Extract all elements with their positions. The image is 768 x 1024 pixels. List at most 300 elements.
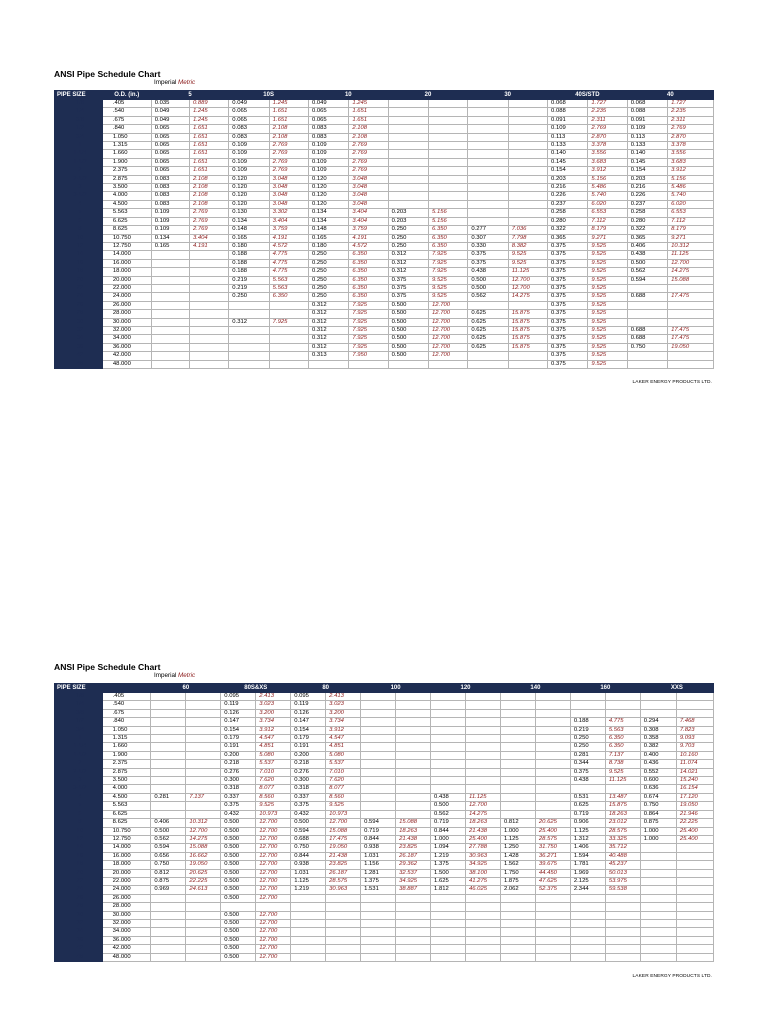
imperial-wall-cell: 0.109	[308, 150, 348, 158]
metric-wall-cell: 19.050	[676, 802, 713, 810]
metric-wall-cell	[396, 802, 431, 810]
metric-wall-cell	[465, 945, 500, 953]
metric-wall-cell	[508, 116, 547, 124]
imperial-wall-cell	[361, 810, 396, 818]
page-title: ANSI Pipe Schedule Chart	[54, 662, 161, 672]
outer-diameter-cell: 2.375	[102, 760, 151, 768]
metric-wall-cell	[508, 125, 547, 133]
metric-wall-cell: 13.487	[605, 793, 640, 801]
imperial-wall-cell: 0.250	[388, 226, 428, 234]
metric-wall-cell: 3.683	[588, 158, 627, 166]
imperial-wall-cell: 0.145	[548, 158, 588, 166]
metric-wall-cell: 2.769	[349, 158, 388, 166]
metric-wall-cell	[676, 945, 713, 953]
imperial-wall-cell: 0.844	[431, 827, 466, 835]
pipe-size-cell: 30	[55, 911, 103, 919]
metric-wall-cell	[186, 768, 221, 776]
pipe-size-cell: 2-1/2	[55, 175, 103, 183]
metric-wall-cell: 10.160	[676, 751, 713, 759]
imperial-wall-cell: 0.126	[291, 709, 326, 717]
metric-wall-cell: 4.851	[256, 743, 291, 751]
imperial-wall-cell: 0.719	[431, 819, 466, 827]
imperial-wall-cell: 0.120	[229, 192, 269, 200]
metric-wall-cell: 7.112	[668, 217, 714, 225]
imperial-wall-cell: 0.500	[388, 318, 428, 326]
imperial-wall-cell: 0.322	[627, 226, 667, 234]
imperial-wall-cell	[151, 768, 186, 776]
imperial-wall-cell: 0.130	[229, 209, 269, 217]
imperial-wall-cell: 0.688	[627, 293, 667, 301]
metric-wall-cell: 7.925	[349, 343, 388, 351]
metric-wall-cell	[189, 293, 228, 301]
metric-wall-cell: 12.700	[256, 844, 291, 852]
imperial-wall-cell: 0.091	[627, 116, 667, 124]
metric-wall-cell: 5.080	[326, 751, 361, 759]
table-header-row	[55, 684, 714, 693]
imperial-wall-cell: 0.500	[431, 802, 466, 810]
imperial-wall-cell	[500, 785, 535, 793]
metric-wall-cell: 44.450	[535, 869, 570, 877]
pipe-size-cell: 48	[55, 953, 103, 961]
table-row	[55, 743, 714, 751]
metric-wall-cell: 15.875	[605, 802, 640, 810]
imperial-wall-cell: 0.065	[151, 167, 189, 175]
imperial-wall-cell	[500, 693, 535, 701]
metric-wall-cell: 19.050	[186, 861, 221, 869]
imperial-wall-cell	[431, 718, 466, 726]
metric-wall-cell	[186, 735, 221, 743]
imperial-wall-cell	[388, 142, 428, 150]
metric-wall-cell	[326, 953, 361, 961]
pipe-size-cell: 1/4	[55, 701, 103, 709]
imperial-wall-cell: 0.083	[229, 133, 269, 141]
table-row	[55, 810, 714, 818]
imperial-wall-cell: 0.095	[291, 693, 326, 701]
pipe-size-cell: 16	[55, 259, 103, 267]
metric-wall-cell: 8.560	[256, 793, 291, 801]
table-row	[55, 259, 714, 267]
imperial-wall-cell: 0.065	[151, 158, 189, 166]
table-row	[55, 793, 714, 801]
metric-wall-cell: 2.769	[349, 150, 388, 158]
metric-wall-cell: 9.525	[588, 360, 627, 368]
metric-wall-cell: 8.179	[668, 226, 714, 234]
outer-diameter-cell: .405	[102, 100, 151, 108]
column-header: 10	[308, 91, 388, 100]
metric-wall-cell: 3.023	[326, 701, 361, 709]
metric-wall-cell: 3.378	[588, 142, 627, 150]
metric-wall-cell: 3.734	[256, 718, 291, 726]
outer-diameter-cell: 12.750	[102, 242, 151, 250]
imperial-wall-cell	[361, 768, 396, 776]
imperial-wall-cell: 0.375	[548, 276, 588, 284]
table-row	[55, 785, 714, 793]
imperial-wall-cell: 0.500	[221, 827, 256, 835]
imperial-wall-cell	[361, 735, 396, 743]
metric-wall-cell: 15.240	[676, 777, 713, 785]
imperial-wall-cell: 0.188	[229, 268, 269, 276]
metric-wall-cell: 12.700	[465, 802, 500, 810]
metric-wall-cell	[429, 200, 468, 208]
table-row	[55, 936, 714, 944]
metric-wall-cell: 2.769	[269, 167, 308, 175]
column-header: 40	[627, 91, 713, 100]
imperial-wall-cell: 0.219	[229, 276, 269, 284]
imperial-wall-cell	[151, 693, 186, 701]
metric-wall-cell: 16.154	[676, 785, 713, 793]
metric-wall-cell	[465, 701, 500, 709]
table-row	[55, 693, 714, 701]
metric-wall-cell	[508, 150, 547, 158]
imperial-wall-cell: 0.750	[291, 844, 326, 852]
metric-wall-cell	[676, 701, 713, 709]
metric-wall-cell: 30.963	[326, 886, 361, 894]
pipe-size-cell: 1/2	[55, 718, 103, 726]
imperial-wall-cell	[500, 735, 535, 743]
outer-diameter-cell: 1.315	[102, 735, 151, 743]
metric-wall-cell	[508, 352, 547, 360]
metric-wall-cell: 47.625	[535, 877, 570, 885]
metric-wall-cell: 7.036	[508, 226, 547, 234]
imperial-wall-cell: 0.322	[548, 226, 588, 234]
imperial-wall-cell	[151, 718, 186, 726]
imperial-wall-cell	[361, 693, 396, 701]
metric-wall-cell	[396, 953, 431, 961]
imperial-wall-cell	[570, 693, 605, 701]
metric-wall-cell	[535, 743, 570, 751]
imperial-wall-cell: 0.203	[627, 175, 667, 183]
metric-wall-cell	[269, 310, 308, 318]
imperial-wall-cell: 0.065	[151, 133, 189, 141]
imperial-wall-cell: 0.237	[627, 200, 667, 208]
outer-diameter-cell: .540	[102, 108, 151, 116]
metric-wall-cell: 12.700	[256, 945, 291, 953]
imperial-wall-cell: 0.083	[308, 133, 348, 141]
metric-wall-cell: 14.275	[508, 293, 547, 301]
outer-diameter-cell: 14.000	[102, 844, 151, 852]
imperial-wall-cell: 0.875	[640, 819, 676, 827]
metric-wall-cell: 4.775	[269, 259, 308, 267]
metric-wall-cell: 11.125	[668, 251, 714, 259]
metric-wall-cell	[508, 200, 547, 208]
imperial-wall-cell: 1.750	[500, 869, 535, 877]
metric-wall-cell: 2.769	[269, 150, 308, 158]
metric-wall-cell: 3.048	[269, 200, 308, 208]
imperial-wall-cell: 0.750	[627, 343, 667, 351]
metric-wall-cell: 31.750	[535, 844, 570, 852]
pipe-size-cell: 32	[55, 326, 103, 334]
metric-wall-cell	[326, 919, 361, 927]
imperial-wall-cell: 1.375	[431, 861, 466, 869]
metric-wall-cell	[186, 777, 221, 785]
outer-diameter-cell: 48.000	[102, 360, 151, 368]
outer-diameter-cell: 1.900	[102, 158, 151, 166]
metric-wall-cell	[269, 360, 308, 368]
metric-wall-cell: 2.870	[588, 133, 627, 141]
imperial-wall-cell	[500, 936, 535, 944]
imperial-wall-cell	[388, 192, 428, 200]
metric-wall-cell: 20.625	[186, 869, 221, 877]
imperial-wall-cell	[291, 928, 326, 936]
metric-wall-cell	[429, 360, 468, 368]
imperial-wall-cell	[291, 911, 326, 919]
imperial-wall-cell	[468, 184, 508, 192]
metric-wall-cell	[535, 760, 570, 768]
imperial-wall-cell: 0.594	[361, 819, 396, 827]
table-row	[55, 360, 714, 368]
imperial-wall-cell	[500, 802, 535, 810]
outer-diameter-cell: 20.000	[102, 276, 151, 284]
table-row	[55, 945, 714, 953]
pipe-size-cell: 2-1/2	[55, 768, 103, 776]
table-row	[55, 709, 714, 717]
metric-wall-cell: 3.048	[349, 175, 388, 183]
outer-diameter-cell: 34.000	[102, 928, 151, 936]
outer-diameter-cell: .840	[102, 125, 151, 133]
metric-wall-cell: 24.613	[186, 886, 221, 894]
metric-wall-cell	[465, 751, 500, 759]
imperial-wall-cell: 0.083	[308, 125, 348, 133]
metric-wall-cell: 18.263	[605, 810, 640, 818]
imperial-wall-cell: 0.145	[627, 158, 667, 166]
metric-wall-cell: 2.769	[189, 226, 228, 234]
imperial-wall-cell: 0.375	[548, 242, 588, 250]
imperial-wall-cell	[570, 894, 605, 902]
metric-wall-cell: 20.625	[535, 819, 570, 827]
metric-wall-cell	[269, 335, 308, 343]
pipe-size-cell: 1/8	[55, 693, 103, 701]
metric-wall-cell	[508, 301, 547, 309]
metric-wall-cell	[535, 903, 570, 911]
pipe-size-cell: 1-1/4	[55, 743, 103, 751]
metric-wall-cell: 4.547	[256, 735, 291, 743]
pipe-size-cell: 14	[55, 844, 103, 852]
imperial-wall-cell	[468, 217, 508, 225]
table-row	[55, 819, 714, 827]
metric-wall-cell: 53.975	[605, 877, 640, 885]
imperial-wall-cell: 1.031	[361, 852, 396, 860]
metric-wall-cell: 10.973	[256, 810, 291, 818]
imperial-wall-cell	[151, 777, 186, 785]
metric-wall-cell	[189, 335, 228, 343]
imperial-wall-cell	[388, 184, 428, 192]
imperial-wall-cell: 0.436	[640, 760, 676, 768]
metric-wall-cell: 9.525	[588, 310, 627, 318]
pipe-size-cell: 14	[55, 251, 103, 259]
metric-wall-cell: 3.912	[668, 167, 714, 175]
metric-wall-cell	[186, 919, 221, 927]
imperial-wall-cell	[361, 802, 396, 810]
imperial-wall-cell: 0.318	[291, 785, 326, 793]
pipe-size-cell: 32	[55, 919, 103, 927]
outer-diameter-cell: 2.875	[102, 768, 151, 776]
metric-wall-cell: 15.088	[668, 276, 714, 284]
metric-wall-cell: 5.537	[256, 760, 291, 768]
metric-wall-cell: 15.875	[508, 335, 547, 343]
imperial-wall-cell: 0.250	[308, 284, 348, 292]
metric-wall-cell: 4.547	[326, 735, 361, 743]
metric-wall-cell	[465, 777, 500, 785]
imperial-wall-cell: 0.258	[627, 209, 667, 217]
imperial-wall-cell: 0.312	[308, 318, 348, 326]
metric-wall-cell: 41.275	[465, 877, 500, 885]
imperial-wall-cell: 0.312	[308, 301, 348, 309]
table-row	[55, 827, 714, 835]
imperial-wall-cell: 0.500	[221, 844, 256, 852]
metric-wall-cell	[605, 785, 640, 793]
metric-wall-cell	[186, 785, 221, 793]
metric-wall-cell	[186, 802, 221, 810]
metric-wall-cell	[186, 760, 221, 768]
imperial-wall-cell: 0.500	[221, 861, 256, 869]
imperial-wall-cell	[431, 919, 466, 927]
metric-wall-cell: 11.125	[508, 268, 547, 276]
outer-diameter-cell: 1.900	[102, 751, 151, 759]
imperial-wall-cell: 1.531	[361, 886, 396, 894]
imperial-wall-cell: 0.065	[308, 108, 348, 116]
imperial-wall-cell: 0.250	[308, 268, 348, 276]
imperial-wall-cell: 0.594	[291, 827, 326, 835]
imperial-wall-cell	[431, 768, 466, 776]
table-row	[55, 335, 714, 343]
metric-wall-cell	[429, 133, 468, 141]
imperial-wall-cell	[627, 360, 667, 368]
imperial-wall-cell: 0.312	[388, 251, 428, 259]
metric-wall-cell: 21.438	[326, 852, 361, 860]
outer-diameter-cell: 2.875	[102, 175, 151, 183]
imperial-wall-cell: 0.625	[570, 802, 605, 810]
table-row	[55, 861, 714, 869]
imperial-wall-cell	[361, 793, 396, 801]
metric-wall-cell: 9.525	[429, 276, 468, 284]
metric-wall-cell	[186, 911, 221, 919]
table-row	[55, 175, 714, 183]
outer-diameter-cell: .540	[102, 701, 151, 709]
metric-wall-cell	[465, 693, 500, 701]
table-row	[55, 352, 714, 360]
metric-wall-cell: 30.963	[465, 852, 500, 860]
imperial-wall-cell: 0.219	[229, 284, 269, 292]
metric-wall-cell: 9.525	[429, 293, 468, 301]
metric-wall-cell	[465, 709, 500, 717]
imperial-wall-cell: 0.203	[388, 209, 428, 217]
outer-diameter-cell: 1.660	[102, 743, 151, 751]
imperial-wall-cell	[431, 726, 466, 734]
outer-diameter-cell: 10.750	[102, 827, 151, 835]
metric-wall-cell: 2.311	[668, 116, 714, 124]
metric-wall-cell	[186, 928, 221, 936]
imperial-wall-cell	[151, 326, 189, 334]
metric-wall-cell: 12.700	[256, 936, 291, 944]
metric-wall-cell	[605, 894, 640, 902]
metric-wall-cell: 8.077	[326, 785, 361, 793]
metric-wall-cell: 1.651	[189, 167, 228, 175]
imperial-wall-cell: 0.562	[468, 293, 508, 301]
metric-wall-cell: 1.245	[189, 116, 228, 124]
metric-wall-cell: 2.108	[189, 184, 228, 192]
imperial-wall-cell	[468, 167, 508, 175]
metric-wall-cell: 9.525	[508, 259, 547, 267]
metric-wall-cell: 14.275	[465, 810, 500, 818]
imperial-wall-cell: 0.200	[221, 751, 256, 759]
outer-diameter-cell: 28.000	[102, 903, 151, 911]
table-row	[55, 953, 714, 961]
imperial-wall-cell: 0.375	[570, 768, 605, 776]
metric-wall-cell: 15.875	[508, 343, 547, 351]
imperial-wall-cell: 0.165	[151, 242, 189, 250]
imperial-wall-cell	[431, 936, 466, 944]
metric-wall-cell	[535, 701, 570, 709]
imperial-wall-cell: 0.500	[221, 945, 256, 953]
table-row	[55, 226, 714, 234]
pipe-size-cell: 36	[55, 343, 103, 351]
metric-wall-cell: 7.823	[676, 726, 713, 734]
column-header: 160	[570, 684, 640, 693]
imperial-wall-cell: 0.276	[221, 768, 256, 776]
metric-wall-cell: 18.263	[396, 827, 431, 835]
imperial-wall-cell	[500, 701, 535, 709]
metric-wall-cell	[396, 936, 431, 944]
imperial-wall-cell	[151, 343, 189, 351]
imperial-wall-cell: 0.294	[640, 718, 676, 726]
metric-wall-cell	[429, 184, 468, 192]
imperial-wall-cell: 0.500	[221, 852, 256, 860]
pipe-size-cell: 16	[55, 852, 103, 860]
metric-wall-cell	[396, 903, 431, 911]
metric-wall-cell	[535, 810, 570, 818]
imperial-wall-cell	[151, 310, 189, 318]
metric-wall-cell	[535, 894, 570, 902]
imperial-wall-cell: 0.500	[468, 276, 508, 284]
imperial-wall-cell: 0.250	[308, 293, 348, 301]
imperial-wall-cell: 0.438	[627, 251, 667, 259]
table-row	[55, 234, 714, 242]
imperial-wall-cell: 0.120	[308, 184, 348, 192]
pipe-size-cell: 3/8	[55, 709, 103, 717]
outer-diameter-cell: 1.050	[102, 133, 151, 141]
imperial-wall-cell: 0.065	[308, 116, 348, 124]
metric-wall-cell	[189, 310, 228, 318]
table-row	[55, 852, 714, 860]
imperial-wall-cell	[500, 709, 535, 717]
table-row	[55, 116, 714, 124]
table-row	[55, 108, 714, 116]
metric-wall-cell: 23.825	[396, 844, 431, 852]
imperial-wall-cell	[500, 911, 535, 919]
metric-wall-cell: 26.187	[326, 869, 361, 877]
imperial-wall-cell: 0.432	[221, 810, 256, 818]
column-header: PIPE SIZE	[55, 91, 103, 100]
imperial-wall-cell	[361, 953, 396, 961]
imperial-wall-cell	[151, 743, 186, 751]
metric-wall-cell: 12.700	[256, 861, 291, 869]
imperial-wall-cell	[640, 877, 676, 885]
metric-wall-cell: 12.700	[186, 827, 221, 835]
metric-wall-cell: 7.010	[326, 768, 361, 776]
imperial-wall-cell: 0.625	[468, 335, 508, 343]
imperial-wall-cell	[431, 894, 466, 902]
metric-wall-cell: 12.700	[256, 869, 291, 877]
metric-wall-cell: 9.525	[429, 284, 468, 292]
imperial-wall-cell: 0.864	[640, 810, 676, 818]
metric-wall-cell	[189, 259, 228, 267]
metric-wall-cell: 9.525	[605, 768, 640, 776]
imperial-wall-cell: 2.062	[500, 886, 535, 894]
metric-wall-cell: 3.200	[326, 709, 361, 717]
metric-wall-cell: 3.048	[349, 184, 388, 192]
metric-wall-cell: 7.137	[605, 751, 640, 759]
imperial-wall-cell: 0.438	[468, 268, 508, 276]
